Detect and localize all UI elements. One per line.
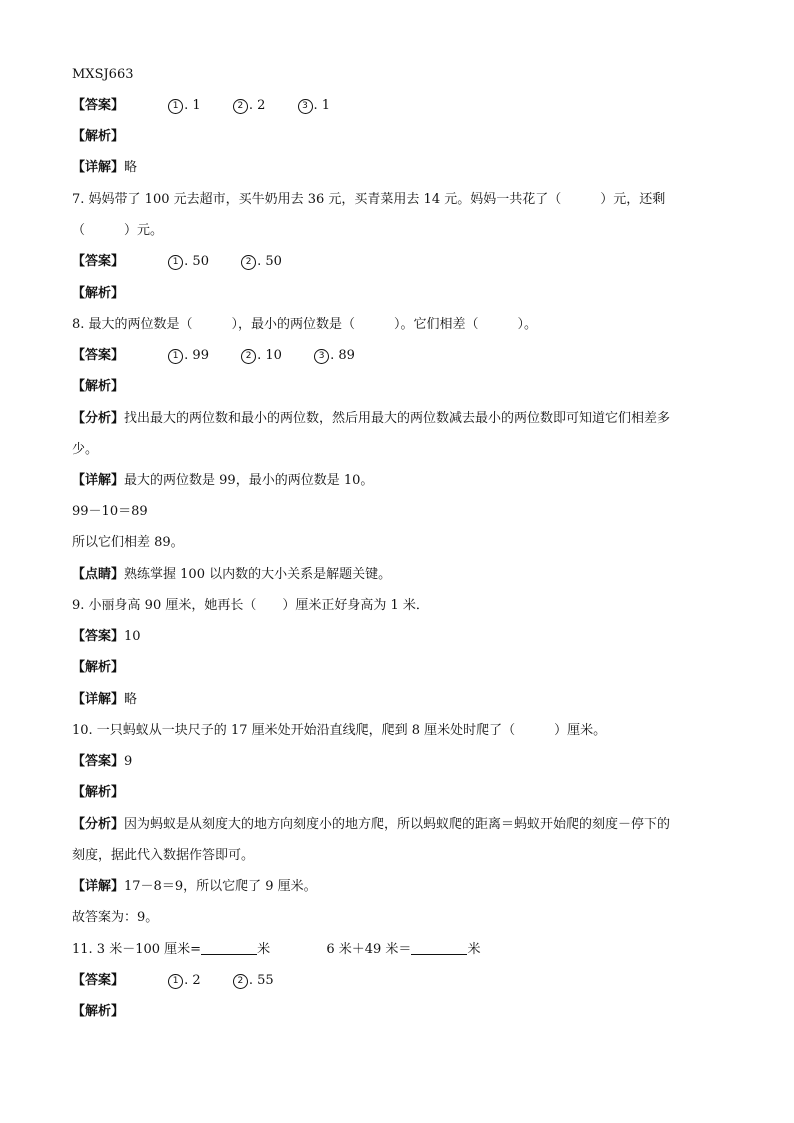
circled-number: 1: [168, 349, 183, 364]
circled-number: 2: [241, 349, 256, 364]
circled-number: 2: [233, 974, 248, 989]
detail-row-6: 【详解】略: [72, 160, 138, 175]
answer-row-7: 【答案】 1 . 50 2 . 50: [72, 254, 282, 269]
question-7-line2: （ ）元。: [72, 223, 164, 238]
question-11-line1: 11. 3 米－100 厘米= 米 6 米＋49 米＝ 米: [72, 942, 481, 957]
dianjing-row-8: 【点睛】熟练掌握 100 以内数的大小关系是解题关键。: [72, 567, 392, 582]
equation-8: 99－10＝89: [72, 504, 148, 519]
answer-blank: [201, 942, 257, 955]
answer-item: 2 . 10: [241, 347, 282, 365]
fenxi-row-10: 【分析】因为蚂蚁是从刻度大的地方向刻度小的地方爬，所以蚂蚁爬的距离＝蚂蚁开始爬的刻度－停下的: [72, 817, 671, 832]
analysis-label: 【解析】: [72, 286, 125, 301]
answer-row-8: 【答案】 1 . 99 2 . 10 3 . 89: [72, 348, 355, 363]
answer-item: 3 . 1: [298, 97, 331, 115]
analysis-label: 【解析】: [72, 785, 125, 800]
answer-row-6: [72, 97, 358, 115]
analysis-label: 【解析】: [72, 129, 125, 144]
answer-item: 2 . 55: [233, 972, 274, 990]
question-7-line1: 7. 妈妈带了 100 元去超市，买牛奶用去 36 元，买青菜用去 14 元。妈妈一共花了（ ）元，还剩: [72, 192, 666, 207]
conclusion-8: 所以它们相差 89。: [72, 535, 184, 550]
answer-item: 2 . 2: [233, 97, 266, 115]
answer-blank: [411, 942, 467, 955]
answer-item: 2 . 50: [241, 253, 282, 271]
circled-number: 3: [314, 349, 329, 364]
fenxi-row-10-cont: 刻度，据此代入数据作答即可。: [72, 848, 255, 863]
fenxi-row-8: 【分析】找出最大的两位数和最小的两位数，然后用最大的两位数减去最小的两位数即可知道它们相差多: [72, 411, 671, 426]
analysis-label: 【解析】: [72, 1004, 125, 1019]
circled-number: 1: [168, 99, 183, 114]
answer-row-10: 【答案】9: [72, 754, 133, 769]
fenxi-row-8-cont: 少。: [72, 442, 99, 457]
question-8-line1: 8. 最大的两位数是（ ），最小的两位数是（ ）。它们相差（ ）。: [72, 317, 538, 332]
answer-label: 【答案】: [72, 98, 125, 113]
detail-row-8: 【详解】最大的两位数是 99，最小的两位数是 10。: [72, 473, 374, 488]
answer-item: 1 . 1: [168, 97, 201, 115]
circled-number: 1: [168, 974, 183, 989]
answer-item: 3 . 89: [314, 347, 355, 365]
analysis-label: 【解析】: [72, 660, 125, 675]
question-10-line1: 10. 一只蚂蚁从一块尺子的 17 厘米处开始沿直线爬，爬到 8 厘米处时爬了（ ）厘米。: [72, 723, 607, 738]
circled-number: 2: [241, 255, 256, 270]
analysis-label: 【解析】: [72, 379, 125, 394]
detail-row-9: 【详解】略: [72, 692, 138, 707]
header-code: MXSJ663: [72, 67, 134, 82]
answer-item: 1 . 99: [168, 347, 209, 365]
question-9-line1: 9. 小丽身高 90 厘米，她再长（ ）厘米正好身高为 1 米．: [72, 598, 429, 613]
detail-row-10: 【详解】17－8＝9，所以它爬了 9 厘米。: [72, 879, 317, 894]
circled-number: 1: [168, 255, 183, 270]
circled-number: 2: [233, 99, 248, 114]
answer-row-11: 【答案】 1 . 2 2 . 55: [72, 973, 274, 988]
final-answer-10: 故答案为：9。: [72, 910, 159, 925]
answer-item: 1 . 2: [168, 972, 201, 990]
answer-row-9: 【答案】10: [72, 629, 141, 644]
circled-number: 3: [298, 99, 313, 114]
answer-item: 1 . 50: [168, 253, 209, 271]
